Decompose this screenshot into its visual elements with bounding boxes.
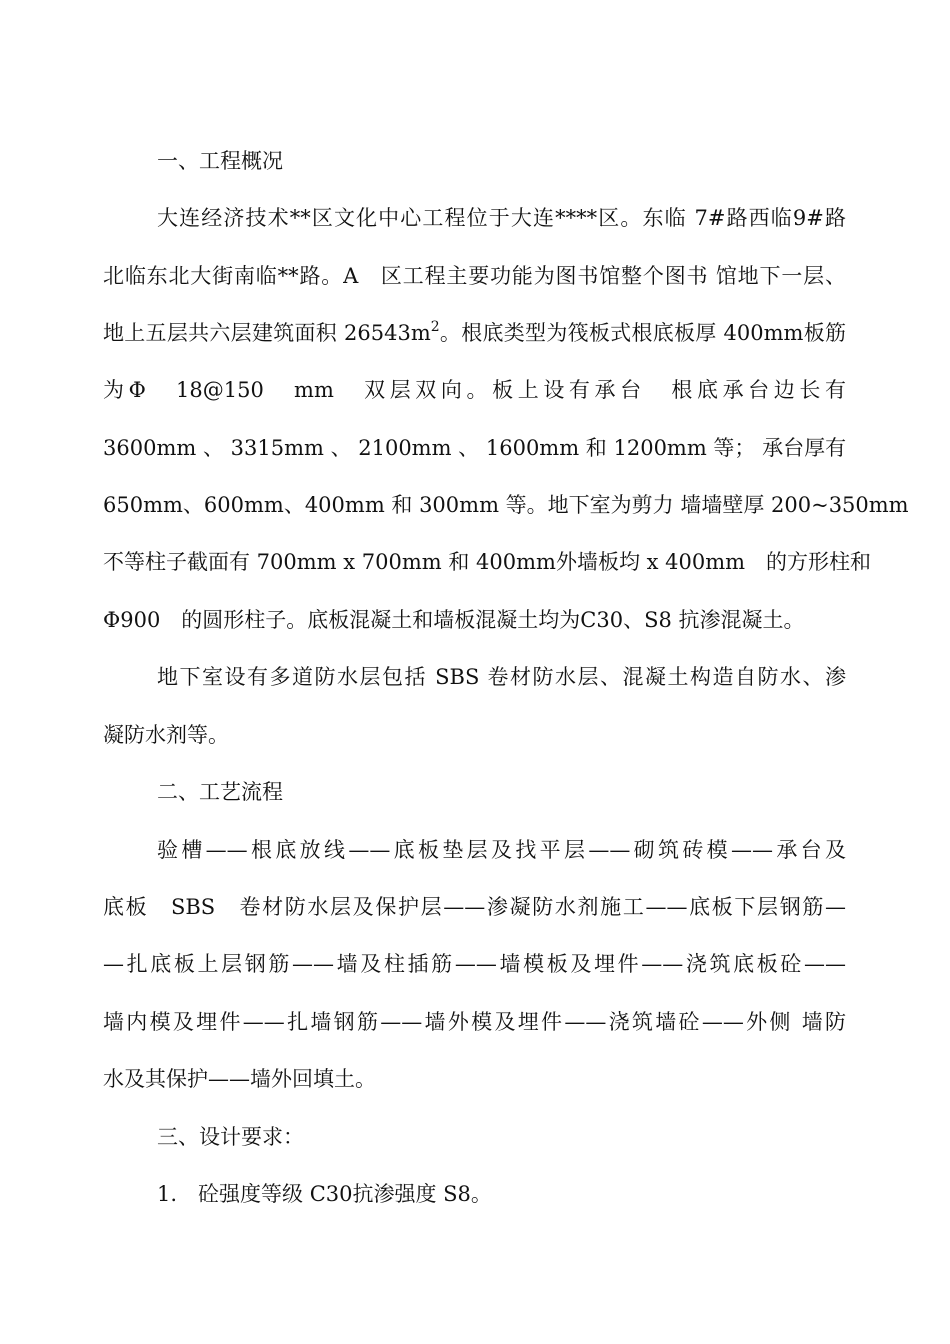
section-heading-process: 二、工艺流程	[157, 780, 283, 804]
paragraph-line: 大连经济技术**区文化中心工程位于大连****区。东临 7#路西临9#路	[157, 206, 846, 230]
paragraph-line: 北临东北大街南临**路。A 区工程主要功能为图书馆整个图书 馆地下一层、	[103, 264, 846, 288]
paragraph-line: 墙内模及埋件——扎墙钢筋——墙外模及埋件——浇筑墙砼——外侧 墙防	[103, 1010, 846, 1034]
section-heading-overview: 一、工程概况	[157, 149, 283, 173]
text-run: 。根底类型为筏板式根底板厚 400mm板筋	[439, 321, 846, 345]
section-heading-design: 三、设计要求：	[157, 1125, 304, 1149]
text-run: 地上五层共六层建筑面积 26543m	[103, 321, 431, 345]
paragraph-line: 水及其保护——墙外回填土。	[103, 1067, 376, 1091]
paragraph-line: 3600mm 、 3315mm 、 2100mm 、 1600mm 和 1200mm 等； 承台厚有	[103, 436, 847, 460]
paragraph-line: 验槽——根底放线——底板垫层及找平层——砌筑砖模——承台及	[157, 838, 846, 862]
paragraph-line: 为Φ 18@150 mm 双层双向。板上设有承台 根底承台边长有	[103, 378, 846, 402]
paragraph-line	[103, 317, 846, 347]
paragraph-line: 650mm、600mm、400mm 和 300mm 等。地下室为剪力 墙墙壁厚 200~350mm	[103, 493, 909, 517]
paragraph-line: —扎底板上层钢筋——墙及柱插筋——墙模板及埋件——浇筑底板砼——	[103, 952, 846, 976]
paragraph-line: 不等柱子截面有 700mm x 700mm 和 400mm外墙板均 x 400mm 的方形柱和	[103, 550, 872, 574]
list-item: 1. 砼强度等级 C30抗渗强度 S8。	[157, 1182, 492, 1206]
paragraph-line: 凝防水剂等。	[103, 723, 229, 747]
paragraph-line: 地下室设有多道防水层包括 SBS 卷材防水层、混凝土构造自防水、渗	[157, 665, 846, 689]
paragraph-line: 底板 SBS 卷材防水层及保护层——渗凝防水剂施工——底板下层钢筋—	[103, 895, 846, 919]
paragraph-line: Φ900 的圆形柱子。底板混凝土和墙板混凝土均为C30、S8 抗渗混凝土。	[103, 608, 805, 632]
superscript: 2	[430, 319, 440, 335]
